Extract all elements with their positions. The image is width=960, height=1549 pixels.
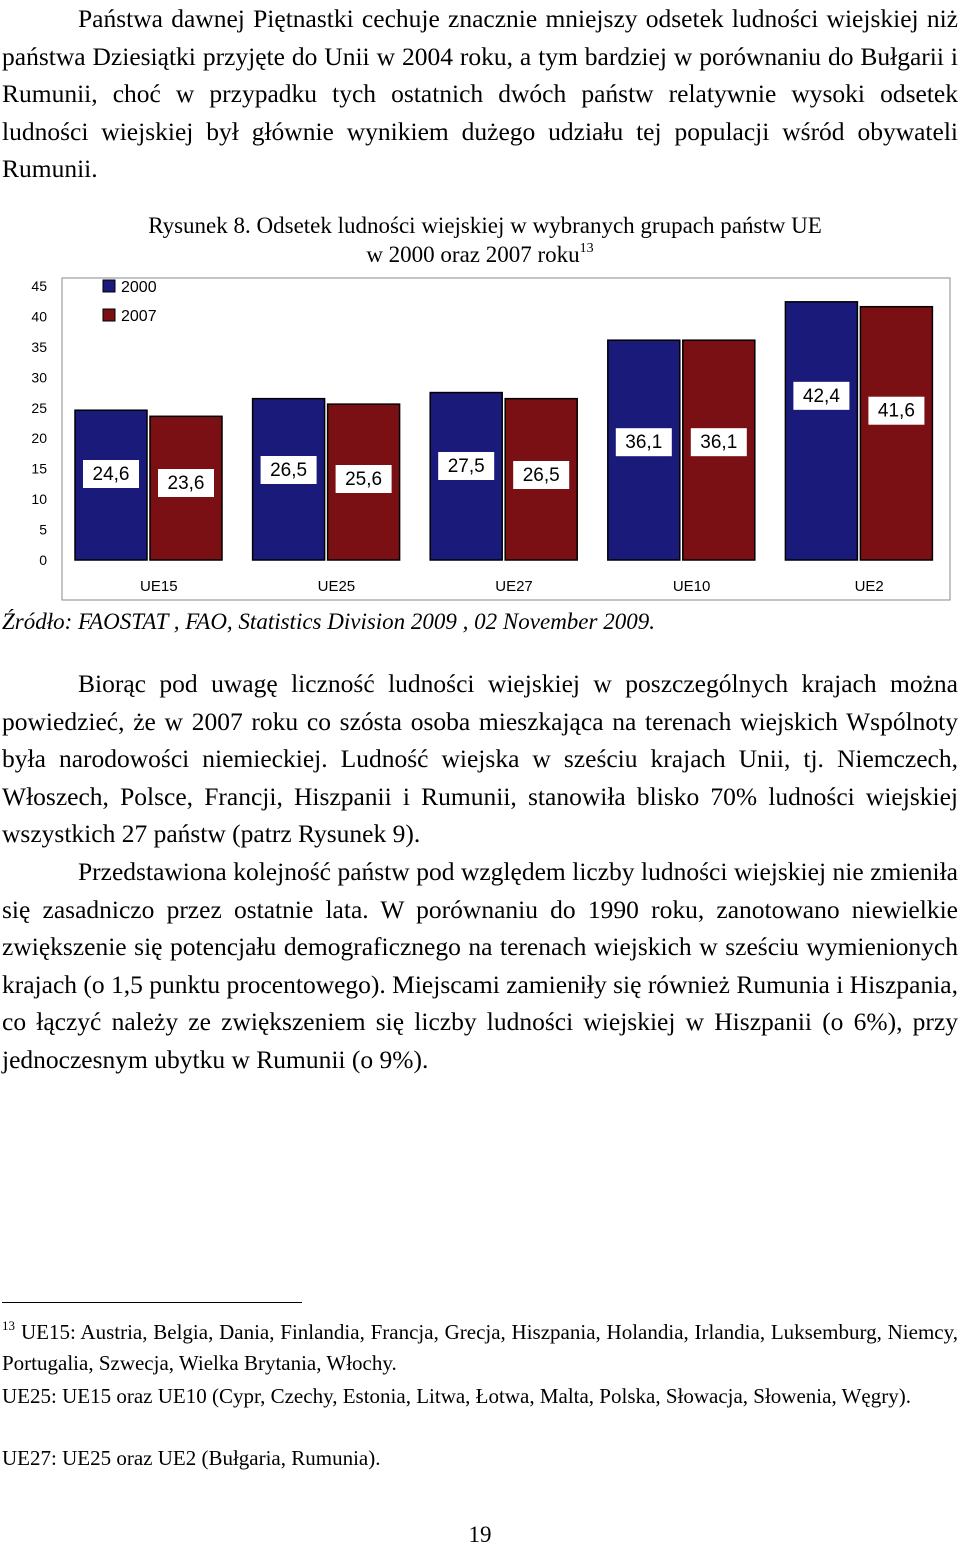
data-label-UE27-2007: 26,5 — [522, 465, 560, 486]
data-label-UE2-2000: 42,4 — [802, 385, 840, 407]
chart-canvas — [0, 268, 952, 604]
data-label-UE15-2007: 23,6 — [167, 473, 205, 494]
footnote-text-ue27: UE27: UE25 oraz UE2 (Bułgaria, Rumunia). — [2, 1446, 381, 1470]
rural-population-chart — [0, 268, 952, 604]
figure-source: Źródło: FAOSTAT , FAO, Statistics Division 2009 , 02 November 2009. — [2, 609, 655, 634]
bar-UE2-2007 — [860, 307, 932, 560]
intro-paragraph: Państwa dawnej Piętnastki cechuje znacznie mniejszy odsetek ludności wiejskiej niż państwa Dziesiątki przyjęte do Unii w 2004 roku, a tym bardziej w porównaniu do Bułgarii i Rumunii, choć w przypadku tych ostatnich dwóch państw relatywnie wysoki odsetek ludności wiejskiej był głównie wynikiem dużego udziału tej populacji wśród obywateli Rumunii. — [2, 4, 958, 184]
figure-caption-line1: Rysunek 8. Odsetek ludności wiejskiej w wybranych grupach państw UE — [148, 213, 822, 238]
y-tick-label: 0 — [39, 552, 47, 568]
data-label-UE10-2007: 36,1 — [700, 432, 738, 454]
data-label-UE15-2000: 24,6 — [92, 464, 130, 485]
category-label-UE27: UE27 — [495, 578, 533, 595]
footnote-number: 13 — [2, 1318, 15, 1333]
y-tick-label: 15 — [31, 460, 47, 477]
data-label-UE10-2000: 36,1 — [625, 432, 663, 454]
paragraph-3: Przedstawiona kolejność państw pod względem liczby ludności wiejskiej nie zmieniła się zasadniczo przez ostatnie lata. W porównaniu do 1990 roku, zanotowano niewielkie zwiększenie się potencjału demograficznego na terenach wiejskich w sześciu wymienionych krajach (o 1,5 punktu procentowego). Miejscami zamieniły się również Rumunia i Hiszpania, co łączyć należy ze zwiększeniem się liczby ludności wiejskiej w Hiszpanii (o 6%), przy jednoczesnym ubytku w Rumunii (o 9%). — [2, 857, 958, 1074]
bar-UE2-2000 — [785, 302, 857, 560]
footnote-13 — [2, 1317, 958, 1379]
legend-swatch-2000 — [103, 280, 115, 292]
figure-caption-line2 — [0, 240, 960, 269]
y-tick-label: 5 — [39, 521, 47, 538]
category-label-UE2: UE2 — [854, 578, 884, 595]
data-label-UE2-2007: 41,6 — [877, 400, 915, 422]
legend-swatch-2007 — [103, 309, 115, 321]
legend-label-2000: 2000 — [121, 279, 157, 296]
footnote-reference: 13 — [579, 241, 594, 256]
data-label-UE25-2007: 25,6 — [345, 469, 383, 490]
figure-caption-line2-text: w 2000 oraz 2007 roku — [366, 242, 580, 267]
category-label-UE25: UE25 — [317, 578, 356, 595]
y-tick-label: 45 — [31, 278, 47, 294]
data-label-UE25-2000: 26,5 — [270, 460, 308, 481]
footnote-text-ue25: UE25: UE15 oraz UE10 (Cypr, Czechy, Estonia, Litwa, Łotwa, Malta, Polska, Słowacja, Słowenia, Węgry). — [2, 1384, 911, 1408]
data-label-UE27-2000: 27,5 — [447, 456, 485, 477]
y-tick-label: 25 — [31, 399, 47, 416]
paragraph-2: Biorąc pod uwagę liczność ludności wiejskiej w poszczególnych krajach można powiedzieć, że w 2007 roku co szósta osoba mieszkająca na terenach wiejskich Wspólnoty była narodowości niemieckiej. Ludność wiejska w sześciu krajach Unii, tj. Niemczech, Włoszech, Polsce, Francji, Hiszpanii i Rumunii, stanowiła blisko 70% ludności wiejskiej wszystkich 27 państw (patrz Rysunek 9). — [2, 669, 958, 849]
page-number: 19 — [468, 1522, 492, 1547]
y-tick-label: 20 — [31, 430, 47, 447]
legend-label-2007: 2007 — [121, 308, 157, 325]
category-label-UE15: UE15 — [140, 578, 178, 595]
y-tick-label: 40 — [31, 308, 47, 325]
footnote-text-ue15: UE15: Austria, Belgia, Dania, Finlandia, Francja, Grecja, Hiszpania, Holandia, Irlandia, Luksemburg, Niemcy, Portugalia, Szwecja, Wielka Brytania, Włochy. — [2, 1320, 958, 1375]
y-tick-label: 35 — [31, 338, 47, 355]
y-tick-label: 30 — [31, 369, 47, 386]
footnote-divider — [2, 1302, 302, 1303]
y-tick-label: 10 — [31, 491, 47, 508]
category-label-UE10: UE10 — [672, 578, 711, 595]
